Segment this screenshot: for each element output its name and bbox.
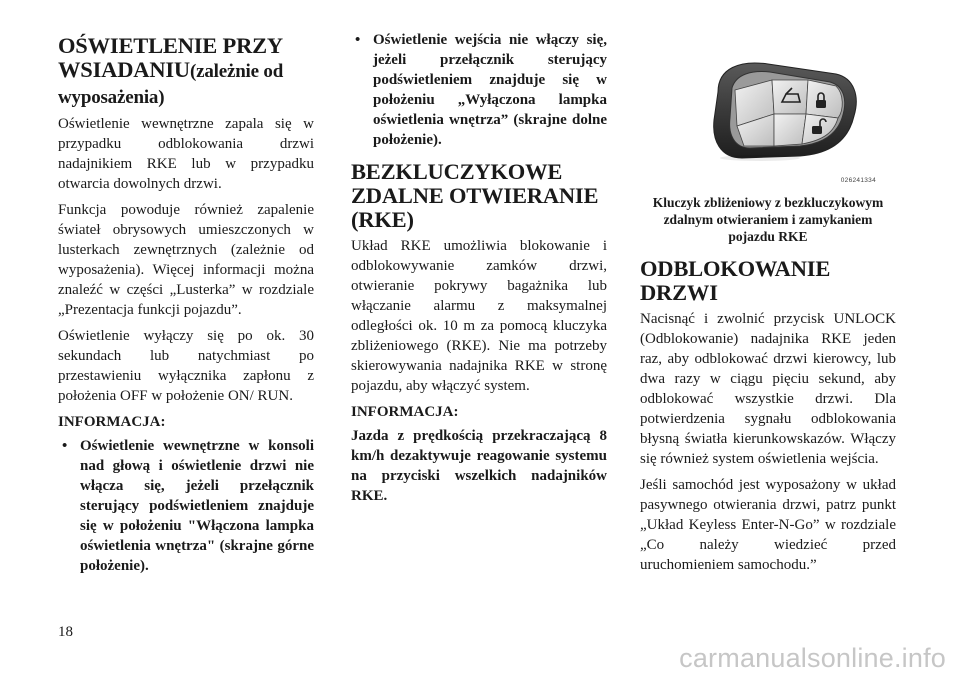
- section-heading-unlock-doors: ODBLOKOWANIE DRZWI: [640, 256, 831, 305]
- list-item: • Oświetlenie wejścia nie włączy się, jeżeli przełącznik sterujący podświetleniem znajduje się w położeniu „Wyłączona lampka oświetlenia wnętrza” (skrajne dolne położenie).: [351, 30, 607, 150]
- column-left: [58, 30, 314, 582]
- key-fob-figure: [640, 30, 896, 186]
- paragraph: Oświetlenie wyłączy się po ok. 30 sekundach lub natychmiast po przestawieniu wyłącznika zapłonu z położenia OFF w położenie ON/ RUN.: [58, 328, 314, 404]
- page-number: 18: [58, 624, 73, 640]
- figure-id: 026241334: [840, 177, 876, 184]
- paragraph: Układ RKE umożliwia blokowanie i odblokowywanie zamków drzwi, otwieranie pokrywy bagażnika lub włączanie alarmu z maksymalnej odległości ok. 10 m za pomocą kluczyka zbliżeniowego (RKE). Nie ma potrzeby skierowywania nadajnika RKE w stronę pojazdu, aby włączyć system.: [351, 238, 607, 394]
- paragraph: Funkcja powoduje również zapalenie świateł obrysowych umieszczonych w lusterkach zewnętrznych (zależnie od wyposażenia). Więcej informacji można znaleźć w części „Lusterka” w rozdziale „Prezentacja funkcji pojazdu”.: [58, 202, 314, 318]
- key-fob-illustration: [640, 30, 896, 180]
- section-heading-rke: BEZKLUCZYKOWE ZDALNE OTWIERANIE (RKE): [351, 159, 599, 232]
- info-list: [351, 30, 607, 150]
- section-heading-entry-lighting: OŚWIETLENIE PRZY WSIADANIU(zależnie od wyposażenia): [58, 33, 284, 108]
- column-right: [640, 30, 896, 581]
- paragraph: Oświetlenie wewnętrzne zapala się w przypadku odblokowania drzwi nadajnikiem RKE lub w przypadku otwarcia dowolnych drzwi.: [58, 116, 314, 192]
- info-list: [58, 436, 314, 576]
- column-middle: [351, 30, 607, 514]
- heading-subtitle: (zależnie od wyposażenia): [58, 61, 284, 108]
- info-label: INFORMACJA:: [351, 404, 459, 420]
- paragraph: Jeśli samochód jest wyposażony w układ pasywnego otwierania drzwi, patrz punkt „Układ Keyless Enter-N-Go” w rozdziale „Co należy wiedzieć przed uruchomieniem samochodu.”: [640, 477, 896, 573]
- figure-caption: Kluczyk zbliżeniowy z bezkluczykowym zdalnym otwieraniem i zamykaniem pojazdu RKE: [652, 195, 884, 244]
- list-item: • Oświetlenie wewnętrzne w konsoli nad głową i oświetlenie drzwi nie włącza się, jeżeli przełącznik sterujący podświetleniem znajduje się w położeniu "Włączona lampka oświetlenia wnętrza" (skrajne górne położenie).: [58, 436, 314, 576]
- watermark: carmanualsonline.info: [679, 643, 946, 673]
- info-label: INFORMACJA:: [58, 414, 166, 430]
- warning-text: Jazda z prędkością przekraczającą 8 km/h dezaktywuje reagowanie systemu na przyciski wszelkich nadajników RKE.: [351, 428, 607, 504]
- paragraph: Nacisnąć i zwolnić przycisk UNLOCK (Odblokowanie) nadajnika RKE jeden raz, aby odblokować drzwi kierowcy, lub dwa razy w ciągu pięciu sekund, aby odblokować wszystkie drzwi. Dla potwierdzenia sygnału odblokowania błysną światła kierunkowskazów. Włączy się również system oświetlenia wejścia.: [640, 311, 896, 467]
